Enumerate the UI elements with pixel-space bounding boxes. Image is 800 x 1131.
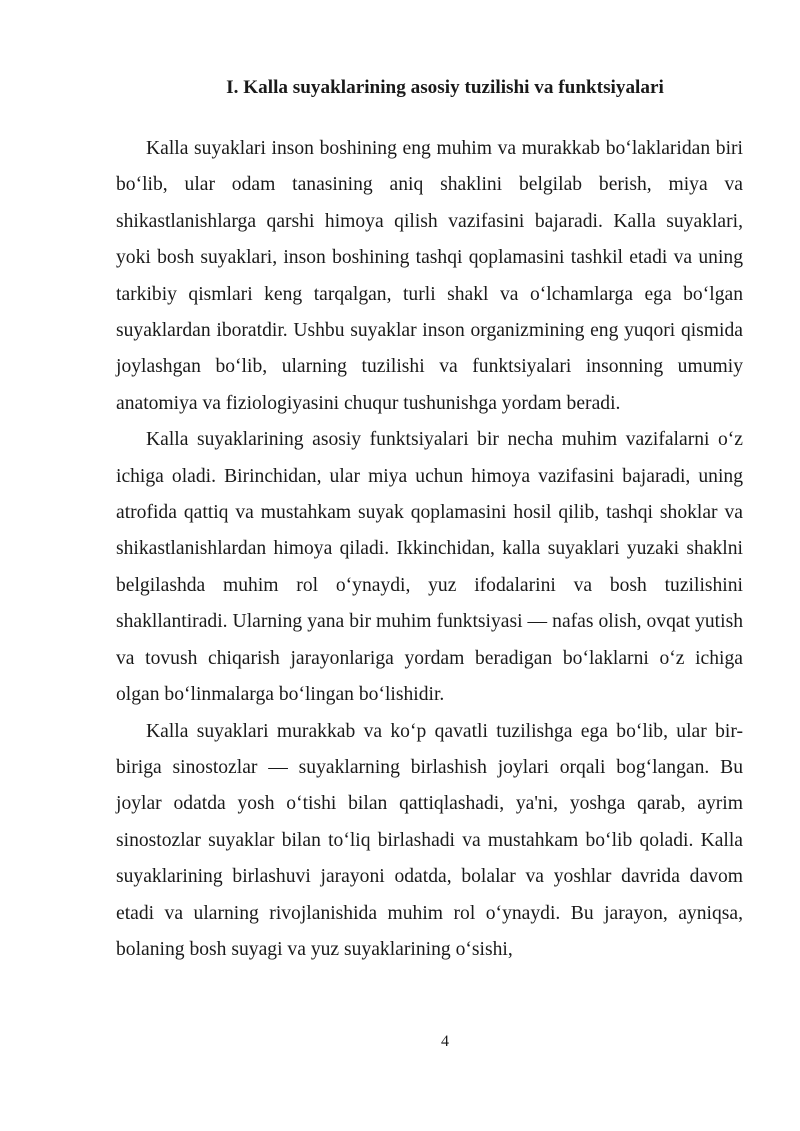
body-text	[116, 131, 743, 968]
paragraph-2: Kalla suyaklarining asosiy funktsiyalari bir necha muhim vazifalarni o‘z ichiga oladi. Birinchidan, ular miya uchun himoya vazifasini bajaradi, uning atrofida qattiq va mustahkam suyak qoplamasini hosil qilib, tashqi shoklar va shikastlanishlardan himoya qiladi. Ikkinchidan, kalla suyaklari yuzaki shaklni belgilashda muhim rol o‘ynaydi, yuz ifodalarini va bosh tuzilishini shakllantiradi. Ularning yana bir muhim funktsiyasi — nafas olish, ovqat yutish va tovush chiqarish jarayonlariga yordam beradigan bo‘laklarni o‘z ichiga olgan bo‘linmalarga bo‘lingan bo‘lishidir.	[116, 429, 743, 706]
paragraph-3: Kalla suyaklari murakkab va ko‘p qavatli tuzilishga ega bo‘lib, ular bir-biriga sinostozlar — suyaklarning birlashish joylari orqali bog‘langan. Bu joylar odatda yosh o‘tishi bilan qattiqlashadi, ya'ni, yoshga qarab, ayrim sinostozlar suyaklar bilan to‘liq birlashadi va mustahkam bo‘lib qoladi. Kalla suyaklarining birlashuvi jarayoni odatda, bolalar va yoshlar davrida davom etadi va ularning rivojlanishida muhim rol o‘ynaydi. Bu jarayon, ayniqsa, bolaning bosh suyagi va yuz suyaklarining o‘sishi,	[116, 720, 743, 960]
section-heading: I. Kalla suyaklarining asosiy tuzilishi va funktsiyalari	[226, 77, 664, 98]
page-number: 4	[441, 1033, 449, 1050]
paragraph-1: Kalla suyaklari inson boshining eng muhim va murakkab bo‘laklaridan biri bo‘lib, ular odam tanasining aniq shaklini belgilab berish, miya va shikastlanishlarga qarshi himoya qilish vazifasini bajaradi. Kalla suyaklari, yoki bosh suyaklari, inson boshining tashqi qoplamasini tashkil etadi va uning tarkibiy qismlari keng tarqalgan, turli shakl va o‘lchamlarga ega bo‘lgan suyaklardan iboratdir. Ushbu suyaklar inson organizmining eng yuqori qismida joylashgan bo‘lib, ularning tuzilishi va funktsiyalari insonning umumiy anatomiya va fiziologiyasini chuqur tushunishga yordam beradi.	[116, 138, 743, 414]
